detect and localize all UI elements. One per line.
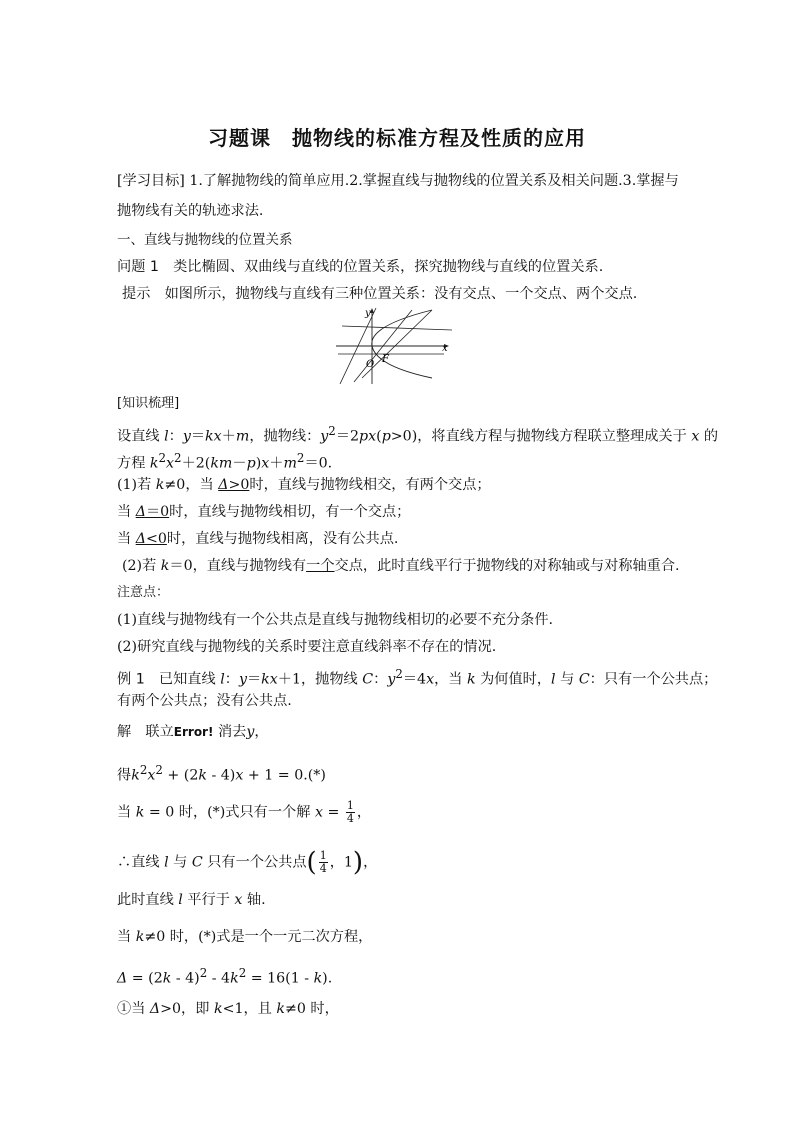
var-km: km xyxy=(210,455,233,472)
var-x: x xyxy=(261,455,270,472)
text: 的 xyxy=(699,428,719,445)
text: - 4) xyxy=(206,767,236,784)
underlined-answer: 一个 xyxy=(306,558,335,574)
var-k: k xyxy=(466,671,476,688)
text: ， xyxy=(254,724,269,740)
solution-line-3 xyxy=(117,800,371,825)
knowledge-line-4 xyxy=(117,502,410,522)
knowledge-line-5 xyxy=(117,529,398,549)
text: 与 xyxy=(168,854,192,871)
exponent: 2 xyxy=(174,451,182,465)
text: - 4) xyxy=(171,970,200,987)
text: (2)若 xyxy=(122,558,161,574)
page-title: 习题课 抛物线的标准方程及性质的应用 xyxy=(208,126,586,150)
var-delta: Δ xyxy=(135,531,146,547)
solution-line-7 xyxy=(117,963,332,989)
text: = 16(1 - xyxy=(246,970,314,987)
text: 已知直线 xyxy=(144,671,221,688)
text: ＝ xyxy=(190,428,206,445)
var-x: x xyxy=(426,671,435,688)
text: ＋ xyxy=(221,428,236,445)
objectives-text-1: 1.了解抛物线的简单应用.2.掌握直线与抛物线的位置关系及相关问题.3.掌握与 xyxy=(184,173,679,189)
var-l: l xyxy=(178,892,183,908)
var-x: x xyxy=(235,767,244,784)
text: >0，即 xyxy=(160,1001,214,1017)
var-l: l xyxy=(164,428,169,445)
text: ： xyxy=(224,671,239,688)
fraction xyxy=(319,850,328,875)
exponent: 2 xyxy=(155,763,163,777)
text: 当 xyxy=(117,504,136,520)
knowledge-line-3 xyxy=(117,475,491,495)
text: ：只有一个公共点； xyxy=(589,671,718,688)
text: ＋ xyxy=(269,455,284,472)
text: 平行于 xyxy=(182,892,235,908)
parabola-lines-figure xyxy=(332,306,456,386)
numerator: 1 xyxy=(346,799,354,812)
text: 当 xyxy=(117,531,136,547)
focus-label: F xyxy=(382,354,389,365)
left-paren: ( xyxy=(306,847,317,878)
var-kx: kx xyxy=(261,671,278,688)
y-label: y xyxy=(365,308,371,319)
solution-line-2 xyxy=(117,760,326,786)
origin-label: O xyxy=(366,359,375,370)
solution-line-8 xyxy=(117,999,339,1019)
text: = xyxy=(322,804,344,821)
question-label: 问题 1 xyxy=(117,259,159,275)
fraction xyxy=(346,800,355,825)
text: 得 xyxy=(117,767,132,784)
objectives-label: [学习目标] xyxy=(117,173,185,189)
var-y: y xyxy=(238,671,247,688)
denominator: 4 xyxy=(319,862,327,875)
note-2: (2)研究直线与抛物线的关系时要注意直线斜率不存在的情况. xyxy=(117,639,497,655)
objectives-line-1 xyxy=(117,171,679,191)
var-k: k xyxy=(135,804,145,821)
var-C: C xyxy=(578,671,590,688)
condition: >0 xyxy=(228,477,250,493)
text: ，当 xyxy=(434,671,467,688)
var-k: k xyxy=(213,1001,223,1017)
text: ) xyxy=(255,455,262,472)
var-m: m xyxy=(235,428,250,445)
text: 方程 xyxy=(117,455,150,472)
text: 与 xyxy=(555,671,579,688)
var-delta: Δ xyxy=(149,1001,161,1017)
var-k: k xyxy=(276,1001,285,1017)
text: <1，且 xyxy=(222,1001,277,1017)
var-y: y xyxy=(246,724,255,740)
text: ： xyxy=(168,428,183,445)
var-delta: Δ xyxy=(117,970,128,987)
text: 当 xyxy=(117,929,136,945)
text: >0)，将直线方程与抛物线方程联立整理成关于 xyxy=(390,428,692,445)
solution-line-6 xyxy=(117,927,372,947)
var-k: k xyxy=(149,455,159,472)
var-l: l xyxy=(220,671,225,688)
text: ＝4 xyxy=(402,671,427,688)
notes-heading: 注意点： xyxy=(117,585,170,600)
error-field: Error! xyxy=(173,725,214,739)
text: ≠0 时，(*)式是一个一元二次方程， xyxy=(144,929,373,945)
var-k: k xyxy=(313,970,323,987)
condition: ＝0 xyxy=(145,504,170,520)
section-heading: 一、直线与抛物线的位置关系 xyxy=(117,232,293,248)
text: - 4 xyxy=(207,970,231,987)
var-C: C xyxy=(191,854,203,871)
text: ( xyxy=(376,428,382,445)
var-px: px xyxy=(359,428,377,445)
var-m: m xyxy=(283,455,297,472)
text: (1)若 xyxy=(117,477,156,493)
var-k: k xyxy=(131,767,140,784)
note-1: (1)直线与抛物线有一个公共点是直线与抛物线相切的必要不充分条件. xyxy=(117,612,554,628)
var-x: x xyxy=(314,804,323,821)
text: ＝2 xyxy=(335,428,360,445)
text: 此时直线 xyxy=(117,892,179,908)
text: ＝0，直线与抛物线有 xyxy=(169,558,307,574)
text: 时，直线与抛物线相切，有一个交点； xyxy=(169,504,411,520)
hint-label: 提示 xyxy=(122,286,151,302)
text: + 1 = 0.(*) xyxy=(243,767,326,784)
text: ≠0，当 xyxy=(164,477,219,493)
text: 消去 xyxy=(213,724,247,740)
knowledge-line-1 xyxy=(117,421,718,447)
var-k: k xyxy=(198,767,207,784)
var-C: C xyxy=(362,671,374,688)
denominator: 4 xyxy=(346,812,354,825)
text: ①当 xyxy=(117,1001,150,1017)
var-kx: kx xyxy=(205,428,222,445)
solution-label: 解 xyxy=(117,724,132,740)
numerator: 1 xyxy=(319,849,327,862)
text: 时，直线与抛物线相交，有两个交点； xyxy=(249,477,491,493)
hint-line xyxy=(122,284,637,304)
right-paren: ) xyxy=(352,847,364,878)
knowledge-line-2 xyxy=(117,448,332,474)
exponent: 2 xyxy=(395,667,403,681)
exponent: 2 xyxy=(238,966,247,980)
text: ＝ xyxy=(246,671,262,688)
question-text: 类比椭圆、双曲线与直线的位置关系，探究抛物线与直线的位置关系. xyxy=(158,259,604,275)
var-k: k xyxy=(162,970,172,987)
text: 当 xyxy=(117,804,136,821)
var-x: x xyxy=(166,455,175,472)
line-tangent xyxy=(342,326,452,330)
text: + (2 xyxy=(162,767,199,784)
knowledge-line-6 xyxy=(122,556,680,576)
solution-line-4 xyxy=(117,847,378,878)
var-delta: Δ xyxy=(218,477,229,493)
var-x: x xyxy=(147,767,156,784)
text: 联立 xyxy=(131,724,174,740)
text: = (2 xyxy=(127,970,163,987)
text: = 0 时，(*)式只有一个解 xyxy=(144,804,315,821)
var-l: l xyxy=(551,671,556,688)
condition: <0 xyxy=(145,531,167,547)
parabola-curve xyxy=(372,310,432,378)
text: ，抛物线： xyxy=(249,428,321,445)
objectives-line-2: 抛物线有关的轨迹求法. xyxy=(117,203,264,219)
var-delta: Δ xyxy=(135,504,146,520)
solution-line-1 xyxy=(117,722,269,742)
text: ，1 xyxy=(329,854,353,871)
text: 时，直线与抛物线相离，没有公共点. xyxy=(166,531,399,547)
text: ＝0. xyxy=(304,455,333,472)
var-p: p xyxy=(246,455,256,472)
text: ， xyxy=(363,854,378,871)
question-1 xyxy=(117,257,603,277)
knowledge-heading: [知识梳理] xyxy=(117,396,180,411)
var-k: k xyxy=(160,558,170,574)
text: － xyxy=(232,455,247,472)
example-label: 例 1 xyxy=(117,671,145,688)
var-p: p xyxy=(381,428,391,445)
var-k: k xyxy=(135,929,145,945)
var-k: k xyxy=(155,477,165,493)
text: ≠0 时， xyxy=(284,1001,339,1017)
text: ， xyxy=(356,804,372,821)
text: ： xyxy=(373,671,388,688)
text: ＋1，抛物线 xyxy=(277,671,363,688)
text: 交点，此时直线平行于抛物线的对称轴或与对称轴重合. xyxy=(334,558,680,574)
var-y: y xyxy=(387,671,396,688)
exponent: 2 xyxy=(328,424,336,438)
text: ∴直线 xyxy=(117,854,165,871)
var-k: k xyxy=(230,970,239,987)
example-1-line-1 xyxy=(117,664,717,690)
text: 轴. xyxy=(242,892,266,908)
var-l: l xyxy=(164,854,169,871)
exponent: 2 xyxy=(158,451,167,465)
var-y: y xyxy=(182,428,191,445)
example-1-line-2: 有两个公共点；没有公共点. xyxy=(117,693,292,709)
text: 只有一个公共点 xyxy=(202,854,307,871)
var-x: x xyxy=(691,428,700,445)
exponent: 2 xyxy=(296,451,305,465)
solution-line-5 xyxy=(117,890,266,910)
var-y: y xyxy=(320,428,329,445)
exponent: 2 xyxy=(139,763,148,777)
hint-text: 如图所示，抛物线与直线有三种位置关系：没有交点、一个交点、两个交点. xyxy=(150,286,638,302)
text: 为何值时， xyxy=(475,671,552,688)
text: ＋2( xyxy=(181,455,211,472)
exponent: 2 xyxy=(199,966,208,980)
text: 设直线 xyxy=(117,428,165,445)
var-x: x xyxy=(234,892,243,908)
text: ). xyxy=(322,970,333,987)
x-label: x xyxy=(442,343,448,354)
